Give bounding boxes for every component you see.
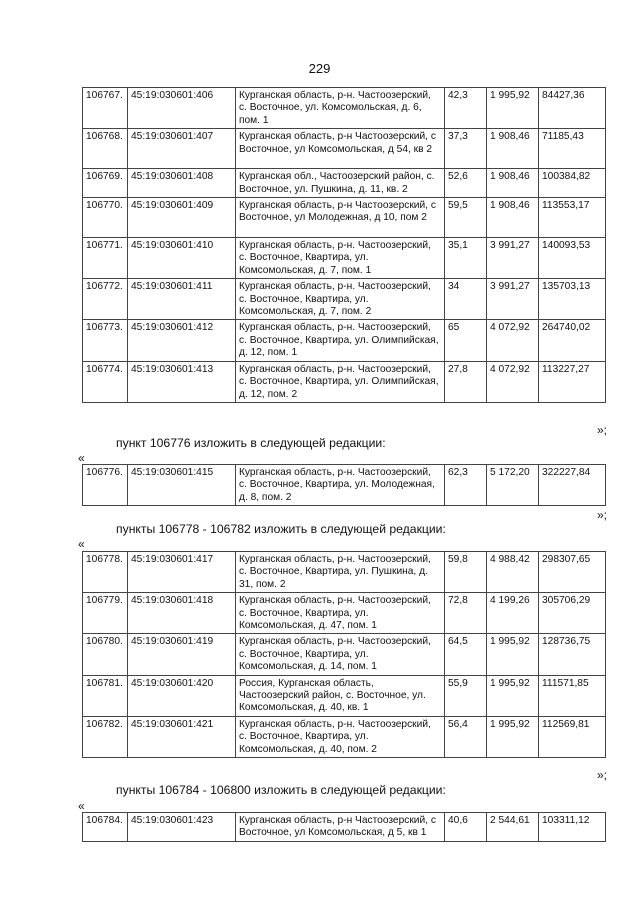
address-cell: Курганская область, р-н. Частоозерский, с. Восточное, Квартира, ул. Олимпийская, д. 12, пом. 1: [236, 320, 445, 361]
row-number-cell: 106776.: [83, 465, 128, 506]
area-cell: 34: [445, 279, 487, 320]
table-row: [83, 198, 606, 238]
area-cell: 27,8: [445, 361, 487, 402]
address-cell: Курганская область, р-н. Частоозерский, с. Восточное, Квартира, ул. Молодежная, д. 8, пом. 2: [236, 465, 445, 506]
table-row: [83, 238, 606, 279]
area-cell: 59,8: [445, 552, 487, 593]
value-cell: 111571,85: [539, 675, 606, 716]
area-cell: 64,5: [445, 634, 487, 675]
area-cell: 40,6: [445, 813, 487, 842]
table-row: [83, 88, 606, 129]
table-row: [83, 279, 606, 320]
table-row: [83, 675, 606, 716]
amendment-paragraph-2: пункты 106778 - 106782 изложить в следующей редакции:: [116, 522, 446, 536]
cadastral-number-cell: 45:19:030601:407: [128, 129, 236, 169]
value-cell: 71185,43: [539, 129, 606, 169]
value-cell: 264740,02: [539, 320, 606, 361]
address-cell: Курганская область, р-н. Частоозерский, с. Восточное, ул. Комсомольская, д. 6, пом. 1: [236, 88, 445, 129]
table-row: [83, 716, 606, 757]
row-number-cell: 106779.: [83, 593, 128, 634]
area-cell: 42,3: [445, 88, 487, 129]
end-mark-2: »;: [596, 508, 607, 522]
address-cell: Курганская область, р-н Частоозерский, с Восточное, ул Молодежная, д 10, пом 2: [236, 198, 445, 238]
row-number-cell: 106767.: [83, 88, 128, 129]
area-cell: 37,3: [445, 129, 487, 169]
cadastral-number-cell: 45:19:030601:413: [128, 361, 236, 402]
value-cell: 84427,36: [539, 88, 606, 129]
rate-cell: 4 988,42: [487, 552, 539, 593]
rate-cell: 1 995,92: [487, 716, 539, 757]
rate-cell: 1 908,46: [487, 169, 539, 198]
address-cell: Россия, Курганская область, Частоозерский район, с. Восточное, ул. Комсомольская, д. 40, кв. 1: [236, 675, 445, 716]
value-cell: 322227,84: [539, 465, 606, 506]
open-quote-3: «: [78, 799, 85, 813]
rate-cell: 3 991,27: [487, 238, 539, 279]
area-cell: 52,6: [445, 169, 487, 198]
value-cell: 140093,53: [539, 238, 606, 279]
table-row: [83, 320, 606, 361]
row-number-cell: 106774.: [83, 361, 128, 402]
cadastral-number-cell: 45:19:030601:418: [128, 593, 236, 634]
row-number-cell: 106768.: [83, 129, 128, 169]
rate-cell: 1 995,92: [487, 634, 539, 675]
address-cell: Курганская область, р-н. Частоозерский, с. Восточное, Квартира, ул. Комсомольская, д. 7, пом. 1: [236, 238, 445, 279]
value-cell: 113553,17: [539, 198, 606, 238]
table-row: [83, 129, 606, 169]
area-cell: 35,1: [445, 238, 487, 279]
amendment-paragraph-1: пункт 106776 изложить в следующей редакции:: [116, 436, 386, 450]
row-number-cell: 106784.: [83, 813, 128, 842]
registry-table-4: [82, 812, 606, 842]
value-cell: 298307,65: [539, 552, 606, 593]
row-number-cell: 106781.: [83, 675, 128, 716]
value-cell: 113227,27: [539, 361, 606, 402]
registry-table-3: [82, 551, 606, 758]
rate-cell: 4 072,92: [487, 361, 539, 402]
row-number-cell: 106771.: [83, 238, 128, 279]
rate-cell: 3 991,27: [487, 279, 539, 320]
address-cell: Курганская область, р-н. Частоозерский, с. Восточное, Квартира, ул. Комсомольская, д. 47, пом. 1: [236, 593, 445, 634]
cadastral-number-cell: 45:19:030601:408: [128, 169, 236, 198]
table-row: [83, 169, 606, 198]
rate-cell: 4 199,26: [487, 593, 539, 634]
table-row: [83, 465, 606, 506]
cadastral-number-cell: 45:19:030601:411: [128, 279, 236, 320]
area-cell: 59,5: [445, 198, 487, 238]
address-cell: Курганская область, р-н Частоозерский, с Восточное, ул Комсомольская, д 5, кв 1: [236, 813, 445, 842]
cadastral-number-cell: 45:19:030601:417: [128, 552, 236, 593]
address-cell: Курганская обл., Частоозерский район, с. Восточное, ул. Пушкина, д. 11, кв. 2: [236, 169, 445, 198]
rate-cell: 1 995,92: [487, 675, 539, 716]
cadastral-number-cell: 45:19:030601:420: [128, 675, 236, 716]
table-row: [83, 361, 606, 402]
rate-cell: 1 908,46: [487, 129, 539, 169]
cadastral-number-cell: 45:19:030601:421: [128, 716, 236, 757]
address-cell: Курганская область, р-н Частоозерский, с Восточное, ул Комсомольская, д 54, кв 2: [236, 129, 445, 169]
table-row: [83, 813, 606, 842]
rate-cell: 1 908,46: [487, 198, 539, 238]
end-mark-3: »;: [596, 768, 607, 782]
area-cell: 55,9: [445, 675, 487, 716]
value-cell: 103311,12: [539, 813, 606, 842]
cadastral-number-cell: 45:19:030601:423: [128, 813, 236, 842]
row-number-cell: 106782.: [83, 716, 128, 757]
row-number-cell: 106778.: [83, 552, 128, 593]
area-cell: 56,4: [445, 716, 487, 757]
address-cell: Курганская область, р-н. Частоозерский, с. Восточное, Квартира, ул. Комсомольская, д. 7, пом. 2: [236, 279, 445, 320]
registry-table-2: [82, 464, 606, 506]
amendment-paragraph-3: пункты 106784 - 106800 изложить в следующей редакции:: [116, 783, 446, 797]
row-number-cell: 106769.: [83, 169, 128, 198]
area-cell: 65: [445, 320, 487, 361]
table-row: [83, 634, 606, 675]
table-row: [83, 593, 606, 634]
cadastral-number-cell: 45:19:030601:419: [128, 634, 236, 675]
table-row: [83, 552, 606, 593]
cadastral-number-cell: 45:19:030601:406: [128, 88, 236, 129]
value-cell: 305706,29: [539, 593, 606, 634]
end-mark-1: »;: [596, 423, 607, 437]
row-number-cell: 106772.: [83, 279, 128, 320]
address-cell: Курганская область, р-н. Частоозерский, с. Восточное, Квартира, ул. Комсомольская, д. 40, пом. 2: [236, 716, 445, 757]
value-cell: 135703,13: [539, 279, 606, 320]
address-cell: Курганская область, р-н. Частоозерский, с. Восточное, Квартира, ул. Олимпийская, д. 12, пом. 2: [236, 361, 445, 402]
value-cell: 100384,82: [539, 169, 606, 198]
row-number-cell: 106780.: [83, 634, 128, 675]
value-cell: 112569,81: [539, 716, 606, 757]
cadastral-number-cell: 45:19:030601:415: [128, 465, 236, 506]
rate-cell: 1 995,92: [487, 88, 539, 129]
cadastral-number-cell: 45:19:030601:412: [128, 320, 236, 361]
open-quote-2: «: [78, 537, 85, 551]
registry-table-1: [82, 87, 606, 403]
area-cell: 62,3: [445, 465, 487, 506]
address-cell: Курганская область, р-н. Частоозерский, с. Восточное, Квартира, ул. Комсомольская, д. 14, пом. 1: [236, 634, 445, 675]
cadastral-number-cell: 45:19:030601:410: [128, 238, 236, 279]
rate-cell: 2 544,61: [487, 813, 539, 842]
open-quote-1: «: [78, 451, 85, 465]
row-number-cell: 106773.: [83, 320, 128, 361]
rate-cell: 5 172,20: [487, 465, 539, 506]
area-cell: 72,8: [445, 593, 487, 634]
address-cell: Курганская область, р-н. Частоозерский, с. Восточное, Квартира, ул. Пушкина, д. 31, пом. 2: [236, 552, 445, 593]
page-number: 229: [308, 61, 331, 76]
value-cell: 128736,75: [539, 634, 606, 675]
rate-cell: 4 072,92: [487, 320, 539, 361]
cadastral-number-cell: 45:19:030601:409: [128, 198, 236, 238]
row-number-cell: 106770.: [83, 198, 128, 238]
